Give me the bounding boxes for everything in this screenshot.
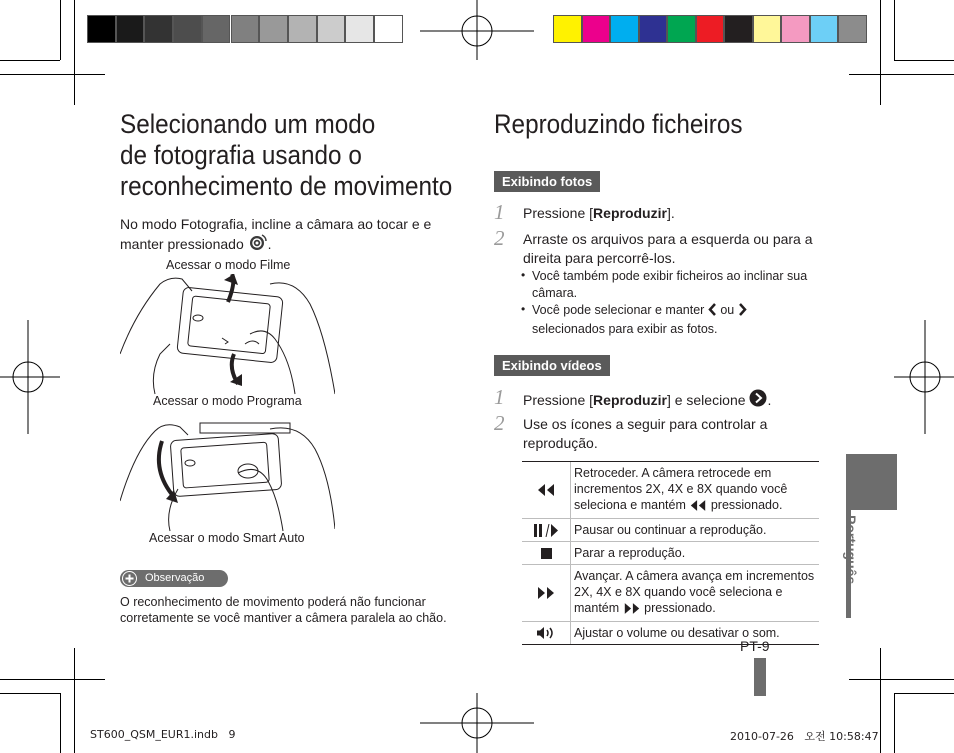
fast-forward-icon — [522, 565, 571, 621]
color-swatch — [345, 15, 374, 43]
registration-mark — [0, 320, 60, 434]
left-intro — [120, 215, 460, 255]
color-swatch — [144, 15, 173, 43]
step-text-pre: Pressione [ — [523, 392, 594, 408]
note-label: Observação — [145, 572, 205, 584]
color-swatch — [639, 15, 668, 43]
note-text: O reconhecimento de movimento poderá não funcionar corretamente se você mantiver a câmera paralela ao chão. — [120, 595, 447, 625]
left-title-line: reconhecimento de movimento — [120, 171, 453, 201]
play-button-name: Reproduzir — [593, 392, 667, 408]
control-description — [571, 565, 819, 621]
table-row — [522, 519, 819, 542]
registration-mark — [420, 0, 534, 60]
color-swatch — [317, 15, 346, 43]
color-swatch — [231, 15, 260, 43]
color-swatch — [724, 15, 753, 43]
volume-icon — [522, 622, 571, 644]
language-tab-label: Português — [843, 515, 859, 585]
color-swatch — [259, 15, 288, 43]
control-text-post: pressionado. — [644, 601, 716, 615]
bullet-post: selecionados para exibir as fotos. — [532, 322, 718, 336]
crop-mark — [849, 679, 954, 680]
language-tab-block — [846, 454, 897, 510]
bullet-text: Você também pode exibir ficheiros ao inclinar sua câmara. — [532, 269, 808, 300]
crop-mark — [880, 648, 881, 753]
caption-smart-auto: Acessar o modo Smart Auto — [149, 531, 305, 545]
chevron-left-icon — [708, 303, 717, 321]
registration-mark — [420, 693, 534, 753]
left-title-line: de fotografia usando o — [120, 140, 362, 170]
control-text: Avançar. A câmera avança em incrementos 2X, 4X e 8X quando você seleciona e mantém — [574, 569, 815, 615]
step-text — [523, 389, 813, 412]
intro-text: No modo Fotografia, incline a câmara ao tocar e e manter pressionado — [120, 216, 432, 252]
step-text — [523, 204, 813, 223]
bullet-text — [532, 302, 812, 338]
bottom-marker-bar — [754, 658, 766, 696]
table-row — [522, 542, 819, 565]
left-section-title — [120, 109, 452, 202]
stop-icon — [522, 542, 571, 564]
crop-mark — [60, 0, 61, 60]
intro-end: . — [267, 236, 272, 252]
bullet-dot: • — [521, 302, 526, 316]
step-text-post: ] e selecione — [666, 392, 746, 408]
color-swatch — [696, 15, 725, 43]
color-swatch — [838, 15, 867, 43]
chevron-right-icon — [738, 303, 747, 321]
color-swatch — [87, 15, 116, 43]
color-swatch — [667, 15, 696, 43]
play-button-name: Reproduzir — [593, 205, 667, 221]
motion-recognition-icon — [248, 233, 268, 255]
table-row — [522, 565, 819, 622]
color-swatch — [173, 15, 202, 43]
footer-date: 2010-07-26 오전 10:58:47 — [730, 730, 879, 743]
step-text-post: ]. — [666, 205, 675, 221]
color-swatch — [553, 15, 582, 43]
color-swatch — [288, 15, 317, 43]
bullet-mid: ou — [720, 303, 735, 317]
crop-mark — [60, 693, 61, 753]
step-number: 1 — [494, 385, 505, 409]
step-text: Use os ícones a seguir para controlar a reprodução. — [523, 416, 768, 451]
rewind-icon — [522, 462, 571, 518]
crop-mark — [0, 693, 60, 694]
note-badge — [120, 570, 228, 587]
caption-programa: Acessar o modo Programa — [153, 394, 302, 408]
table-row — [522, 622, 819, 644]
step-number: 2 — [494, 226, 505, 250]
crop-mark — [0, 74, 105, 75]
page-number: PT-9 — [740, 638, 770, 654]
play-circle-icon — [749, 389, 767, 412]
bullet-pre: Você pode selecionar e manter — [532, 303, 705, 317]
camera-tilt-illustration-programa — [120, 411, 335, 533]
fast-forward-icon — [623, 602, 641, 618]
camera-tilt-illustration-filme — [120, 274, 335, 396]
color-swatch — [753, 15, 782, 43]
step-text: Arraste os arquivos para a esquerda ou para a direita para percorrê-los. — [523, 231, 813, 266]
crop-mark — [0, 60, 60, 61]
crop-mark — [849, 74, 954, 75]
tag-exibindo-videos: Exibindo vídeos — [494, 355, 610, 376]
color-swatch — [374, 15, 403, 43]
step-number: 2 — [494, 411, 505, 435]
control-text-post: pressionado. — [710, 498, 783, 512]
playback-controls-table — [522, 461, 819, 645]
color-swatch — [610, 15, 639, 43]
left-title-line: Selecionando um modo — [120, 109, 376, 139]
step-text-end: . — [767, 392, 772, 408]
control-description — [571, 462, 819, 518]
bullet-dot: • — [521, 268, 526, 282]
color-swatch — [202, 15, 231, 43]
crop-mark — [880, 0, 881, 105]
tag-exibindo-fotos: Exibindo fotos — [494, 171, 600, 192]
crop-mark — [894, 693, 954, 694]
crop-mark — [894, 0, 895, 60]
color-swatch — [116, 15, 145, 43]
footer-file: ST600_QSM_EUR1.indb 9 — [90, 728, 236, 741]
crop-mark — [894, 60, 954, 61]
control-description: Pausar ou continuar a reprodução. — [574, 523, 767, 537]
crop-mark — [74, 0, 75, 105]
plus-circle-icon — [122, 571, 137, 586]
color-swatch — [582, 15, 611, 43]
control-description: Parar a reprodução. — [574, 546, 686, 560]
color-swatch — [781, 15, 810, 43]
pause-play-icon — [522, 519, 571, 541]
right-section-title: Reproduzindo ficheiros — [494, 109, 743, 139]
registration-mark — [894, 320, 954, 434]
color-swatch — [810, 15, 839, 43]
step-number: 1 — [494, 200, 505, 224]
rewind-icon — [689, 499, 707, 515]
caption-filme: Acessar o modo Filme — [166, 258, 291, 272]
crop-mark — [894, 693, 895, 753]
table-row — [522, 462, 819, 519]
crop-mark — [74, 648, 75, 753]
control-text: Retroceder. A câmera retrocede em incrementos 2X, 4X e 8X quando você seleciona e mantém — [574, 466, 788, 512]
crop-mark — [0, 679, 105, 680]
step-text-pre: Pressione [ — [523, 205, 594, 221]
control-description: Ajustar o volume ou desativar o som. — [574, 626, 780, 640]
